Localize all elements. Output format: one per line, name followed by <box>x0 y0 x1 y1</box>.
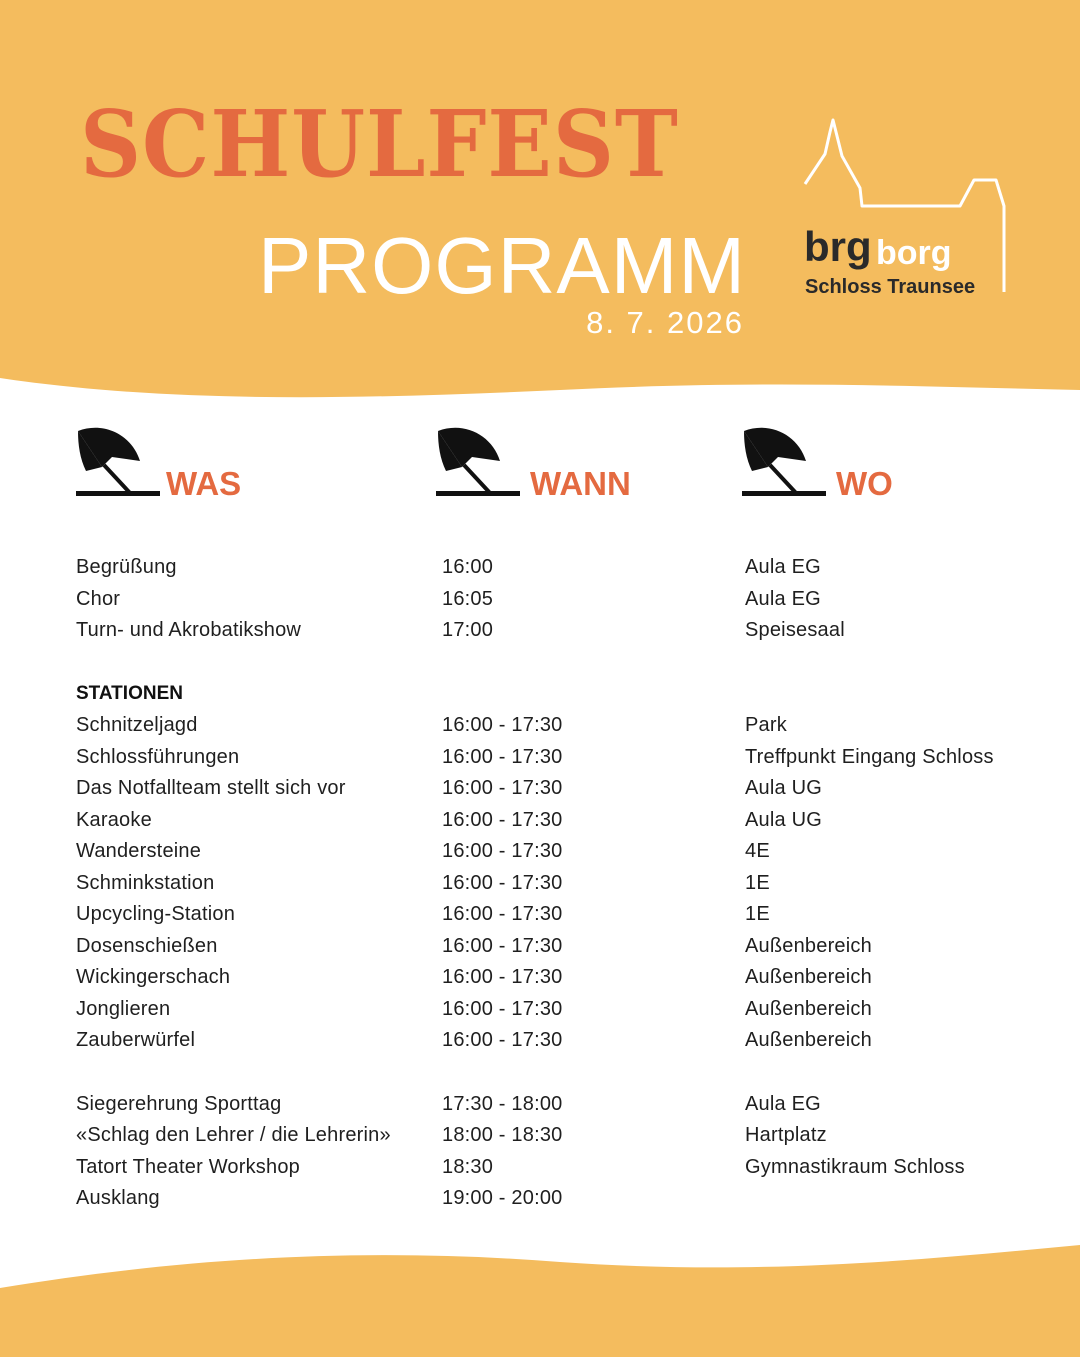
table-row <box>0 935 1080 965</box>
row-was: Wickingerschach <box>76 966 231 988</box>
row-wann: 16:00 - 17:30 <box>442 777 563 799</box>
row-was: Chor <box>76 588 121 610</box>
table-row <box>0 998 1080 1028</box>
table-row <box>0 777 1080 807</box>
table-row <box>0 1124 1080 1154</box>
row-wann: 16:00 - 17:30 <box>442 935 563 957</box>
row-wo: Aula UG <box>745 809 822 831</box>
row-wann: 16:05 <box>442 588 494 610</box>
castle-outline-icon <box>800 112 1010 302</box>
row-wann: 16:00 - 17:30 <box>442 746 563 768</box>
logo-borg-text: borg <box>876 234 952 272</box>
row-was: Upcycling-Station <box>76 903 236 925</box>
row-wann: 16:00 - 17:30 <box>442 966 563 988</box>
row-wo: Aula EG <box>745 1093 821 1115</box>
row-was: Schminkstation <box>76 872 215 894</box>
table-row <box>0 556 1080 586</box>
row-was: Tatort Theater Workshop <box>76 1156 300 1178</box>
table-row <box>0 840 1080 870</box>
row-wo: Außenbereich <box>745 966 872 988</box>
bottom-wave-band <box>0 1245 1080 1357</box>
row-wann: 16:00 - 17:30 <box>442 809 563 831</box>
row-wo: Aula EG <box>745 556 821 578</box>
logo-school-name: Schloss Traunsee <box>805 276 976 298</box>
row-wo: Außenbereich <box>745 1029 872 1051</box>
row-was: Jonglieren <box>76 998 171 1020</box>
beach-umbrella-icon <box>434 425 524 501</box>
row-wo: Aula EG <box>745 588 821 610</box>
table-row <box>0 588 1080 618</box>
row-wo: Aula UG <box>745 777 822 799</box>
row-wann: 16:00 - 17:30 <box>442 1029 563 1051</box>
row-was: Dosenschießen <box>76 935 218 957</box>
row-wann: 16:00 - 17:30 <box>442 714 563 736</box>
row-wann: 16:00 - 17:30 <box>442 872 563 894</box>
row-was: Wandersteine <box>76 840 202 862</box>
table-row <box>0 1029 1080 1059</box>
column-label-wann: WANN <box>530 465 631 502</box>
page-title: SCHULFEST <box>80 90 679 198</box>
row-was: Begrüßung <box>76 556 177 578</box>
row-wo: Park <box>745 714 787 736</box>
row-was: Schnitzeljagd <box>76 714 198 736</box>
row-wann: 17:00 <box>442 619 494 641</box>
row-was: Siegerehrung Sporttag <box>76 1093 282 1115</box>
row-wann: 16:00 - 17:30 <box>442 840 563 862</box>
table-row <box>0 1187 1080 1217</box>
beach-umbrella-icon <box>740 425 830 501</box>
page-subtitle: PROGRAMM <box>258 221 746 310</box>
row-wo: Treffpunkt Eingang Schloss <box>745 746 994 768</box>
column-header-wo <box>740 425 940 501</box>
event-date: 8. 7. 2026 <box>586 305 744 340</box>
column-header-was <box>74 425 274 501</box>
row-was: Karaoke <box>76 809 152 831</box>
row-was: Turn- und Akrobatikshow <box>76 619 302 641</box>
beach-umbrella-icon <box>74 425 164 501</box>
row-wo: Hartplatz <box>745 1124 827 1146</box>
column-label-wo: WO <box>836 465 893 502</box>
logo-brg-text: brg <box>804 223 872 270</box>
row-wo: Speisesaal <box>745 619 845 641</box>
row-was: «Schlag den Lehrer / die Lehrerin» <box>76 1124 391 1146</box>
row-wo: 1E <box>745 872 770 894</box>
column-header-wann <box>434 425 674 501</box>
table-row <box>0 872 1080 902</box>
row-wann: 16:00 - 17:30 <box>442 998 563 1020</box>
row-wo: Außenbereich <box>745 998 872 1020</box>
row-wann: 18:30 <box>442 1156 494 1178</box>
table-row <box>0 746 1080 776</box>
row-was: Das Notfallteam stellt sich vor <box>76 777 346 799</box>
table-row <box>0 714 1080 744</box>
row-was: Zauberwürfel <box>76 1029 196 1051</box>
row-wo: 1E <box>745 903 770 925</box>
table-row <box>0 809 1080 839</box>
row-wo: Außenbereich <box>745 935 872 957</box>
row-wann: 19:00 - 20:00 <box>442 1187 563 1209</box>
table-row <box>0 619 1080 649</box>
table-row <box>0 1093 1080 1123</box>
row-wann: 16:00 - 17:30 <box>442 903 563 925</box>
row-wo: 4E <box>745 840 770 862</box>
row-wann: 17:30 - 18:00 <box>442 1093 563 1115</box>
table-row <box>0 966 1080 996</box>
stations-heading: STATIONEN <box>76 683 183 704</box>
row-wann: 18:00 - 18:30 <box>442 1124 563 1146</box>
table-row <box>0 903 1080 933</box>
row-wo: Gymnastikraum Schloss <box>745 1156 965 1178</box>
row-wann: 16:00 <box>442 556 494 578</box>
school-logo <box>800 112 1010 302</box>
row-was: Schlossführungen <box>76 746 240 768</box>
column-label-was: WAS <box>166 465 242 502</box>
row-was: Ausklang <box>76 1187 160 1209</box>
table-row <box>0 1156 1080 1186</box>
